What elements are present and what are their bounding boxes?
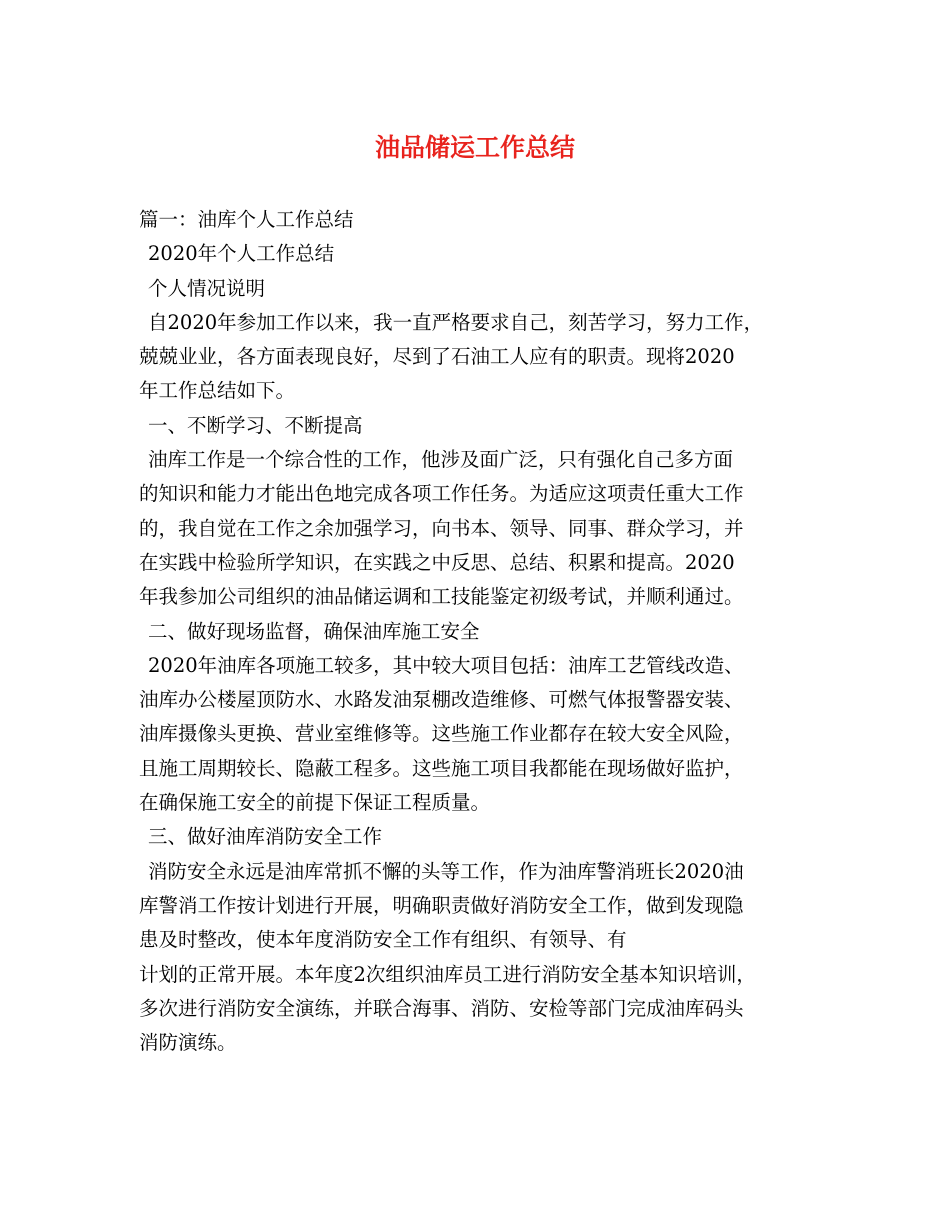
document-body: [139, 203, 839, 1060]
paragraph-line: 的知识和能力才能出色地完成各项工作任务。为适应这项责任重大工作: [139, 482, 744, 506]
paragraph-line: 消防演练。: [139, 1031, 237, 1055]
paragraph-line: 消防安全永远是油库常抓不懈的头等工作，作为油库警消班长2020油: [148, 859, 744, 883]
section-heading-part-one: 篇一：油库个人工作总结: [139, 208, 354, 231]
subtitle-personal-info: 个人情况说明: [148, 276, 266, 300]
subtitle-year-summary: 2020年个人工作总结: [148, 242, 335, 266]
paragraph-line: 计划的正常开展。本年度2次组织油库员工进行消防安全基本知识培训，: [139, 962, 756, 986]
paragraph-line: 库警消工作按计划进行开展，明确职责做好消防安全工作，做到发现隐: [139, 893, 744, 917]
section-heading-two: 二、做好现场监督，确保油库施工安全: [148, 619, 480, 643]
paragraph-line: 且施工周期较长、隐蔽工程多。这些施工项目我都能在现场做好监护，: [139, 756, 744, 780]
document-title: 油品储运工作总结: [374, 133, 575, 162]
paragraph-line: 多次进行消防安全演练，并联合海事、消防、安检等部门完成油库码头: [139, 996, 744, 1020]
paragraph-line: 的，我自觉在工作之余加强学习，向书本、领导、同事、群众学习，并: [139, 516, 744, 540]
paragraph-line: 油库摄像头更换、营业室维修等。这些施工作业都存在较大安全风险，: [139, 722, 744, 746]
paragraph-line: 2020年油库各项施工较多，其中较大项目包括：油库工艺管线改造、: [148, 653, 744, 677]
paragraph-line: 年我参加公司组织的油品储运调和工技能鉴定初级考试，并顺利通过。: [139, 585, 744, 609]
paragraph-line: 年工作总结如下。: [139, 379, 296, 403]
paragraph-line: 油库办公楼屋顶防水、水路发油泵棚改造维修、可燃气体报警器安装、: [139, 688, 744, 712]
paragraph-line: 患及时整改，使本年度消防安全工作有组织、有领导、有: [139, 928, 627, 952]
paragraph-line: 在确保施工安全的前提下保证工程质量。: [139, 791, 491, 815]
section-heading-one: 一、不断学习、不断提高: [148, 413, 363, 437]
paragraph-line: 兢兢业业，各方面表现良好，尽到了石油工人应有的职责。现将2020: [139, 345, 735, 369]
paragraph-line: 在实践中检验所学知识，在实践之中反思、总结、积累和提高。2020: [139, 550, 735, 574]
paragraph-line: 自2020年参加工作以来，我一直严格要求自己，刻苦学习，努力工作，: [148, 310, 764, 334]
paragraph-line: 油库工作是一个综合性的工作，他涉及面广泛，只有强化自己多方面: [148, 448, 734, 472]
section-heading-three: 三、做好油库消防安全工作: [148, 825, 383, 849]
